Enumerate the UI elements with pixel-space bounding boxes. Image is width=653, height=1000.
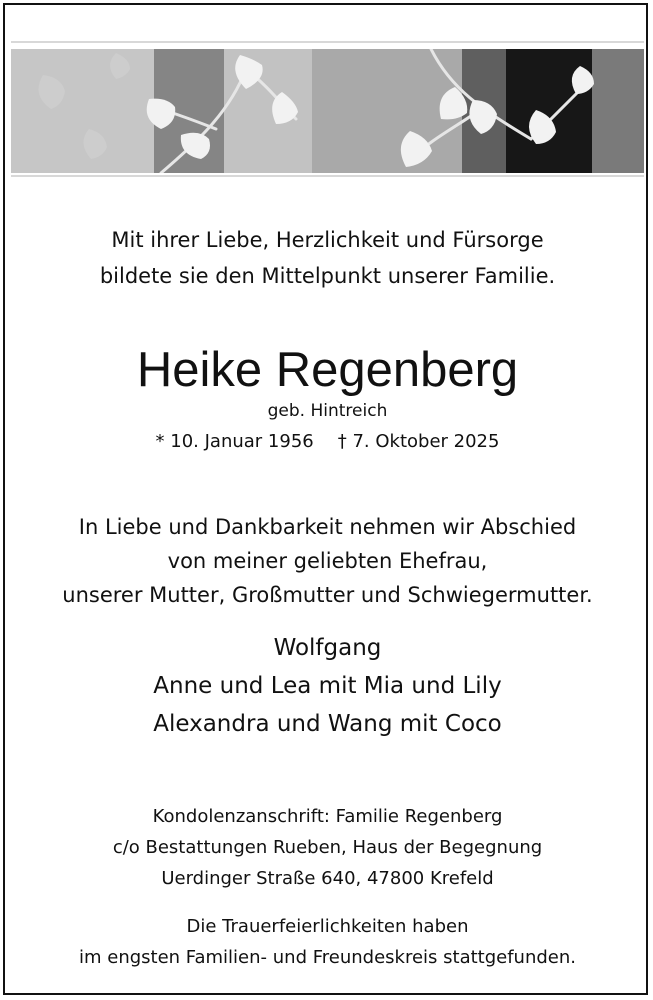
address-line: c/o Bestattungen Rueben, Haus der Begegnung bbox=[112, 837, 543, 858]
address-line: Uerdinger Straße 640, 47800 Krefeld bbox=[161, 868, 494, 889]
family-line: Anne und Lea mit Mia und Lily bbox=[153, 673, 502, 699]
ceremony-note bbox=[5, 911, 650, 973]
ginkgo-banner-image bbox=[11, 49, 644, 173]
family-line: Wolfgang bbox=[273, 635, 382, 661]
intro-line: Mit ihrer Liebe, Herzlichkeit und Fürsorge bbox=[111, 228, 544, 252]
condolence-address bbox=[5, 801, 650, 894]
farewell-line: unserer Mutter, Großmutter und Schwiegermutter. bbox=[62, 583, 593, 607]
family-signatures bbox=[5, 629, 650, 743]
obituary-notice bbox=[3, 3, 648, 995]
address-line: Kondolenzanschrift: Familie Regenberg bbox=[152, 806, 503, 827]
deceased-name: Heike Regenberg bbox=[136, 343, 519, 397]
farewell-line: von meiner geliebten Ehefrau, bbox=[167, 549, 488, 573]
family-line: Alexandra und Wang mit Coco bbox=[153, 711, 502, 737]
life-dates bbox=[5, 430, 650, 454]
ginkgo-leaves-icon bbox=[11, 49, 644, 173]
ceremony-line: im engsten Familien- und Freundeskreis stattgefunden. bbox=[78, 947, 577, 968]
farewell-line: In Liebe und Dankbarkeit nehmen wir Abschied bbox=[78, 515, 577, 539]
banner-top-rule bbox=[11, 41, 644, 43]
ceremony-line: Die Trauerfeierlichkeiten haben bbox=[186, 916, 469, 937]
birth-date: * 10. Januar 1956 bbox=[155, 431, 314, 452]
banner-bottom-rule bbox=[11, 175, 644, 177]
death-date: † 7. Oktober 2025 bbox=[337, 431, 500, 452]
farewell-text bbox=[5, 510, 650, 612]
maiden-name: geb. Hintreich bbox=[267, 401, 388, 421]
intro-line: bildete sie den Mittelpunkt unserer Familie. bbox=[99, 264, 556, 288]
intro-quote bbox=[5, 222, 650, 294]
